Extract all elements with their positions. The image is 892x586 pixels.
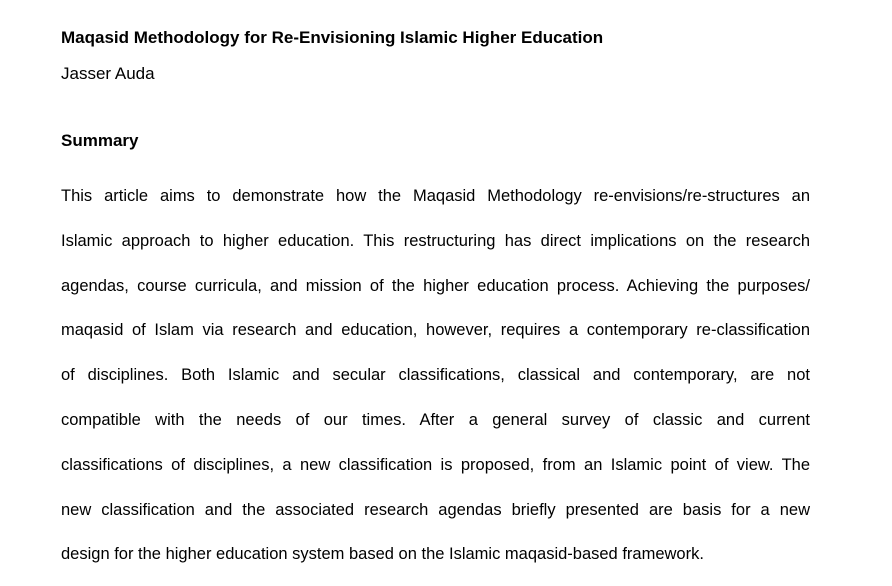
summary-line: Islamic approach to higher education. This restructuring has direct implications on the research — [61, 231, 810, 250]
summary-line: maqasid of Islam via research and education, however, requires a contemporary re-classification — [61, 321, 810, 340]
summary-line: agendas, course curricula, and mission of the higher education process. Achieving the purposes/ — [61, 276, 810, 295]
author-name: Jasser Auda — [61, 64, 155, 83]
summary-heading: Summary — [61, 131, 139, 150]
summary-paragraph — [61, 174, 810, 577]
summary-line: new classification and the associated research agendas briefly presented are basis for a new — [61, 500, 810, 519]
summary-line: design for the higher education system based on the Islamic maqasid-based framework. — [61, 545, 704, 564]
document-title: Maqasid Methodology for Re-Envisioning Islamic Higher Education — [61, 28, 604, 47]
summary-line: This article aims to demonstrate how the Maqasid Methodology re-envisions/re-structures an — [61, 187, 810, 205]
summary-line: of disciplines. Both Islamic and secular classifications, classical and contemporary, are not — [61, 366, 810, 385]
summary-line: classifications of disciplines, a new classification is proposed, from an Islamic point of view. The — [61, 455, 810, 474]
summary-line: compatible with the needs of our times. After a general survey of classic and current — [61, 410, 810, 429]
